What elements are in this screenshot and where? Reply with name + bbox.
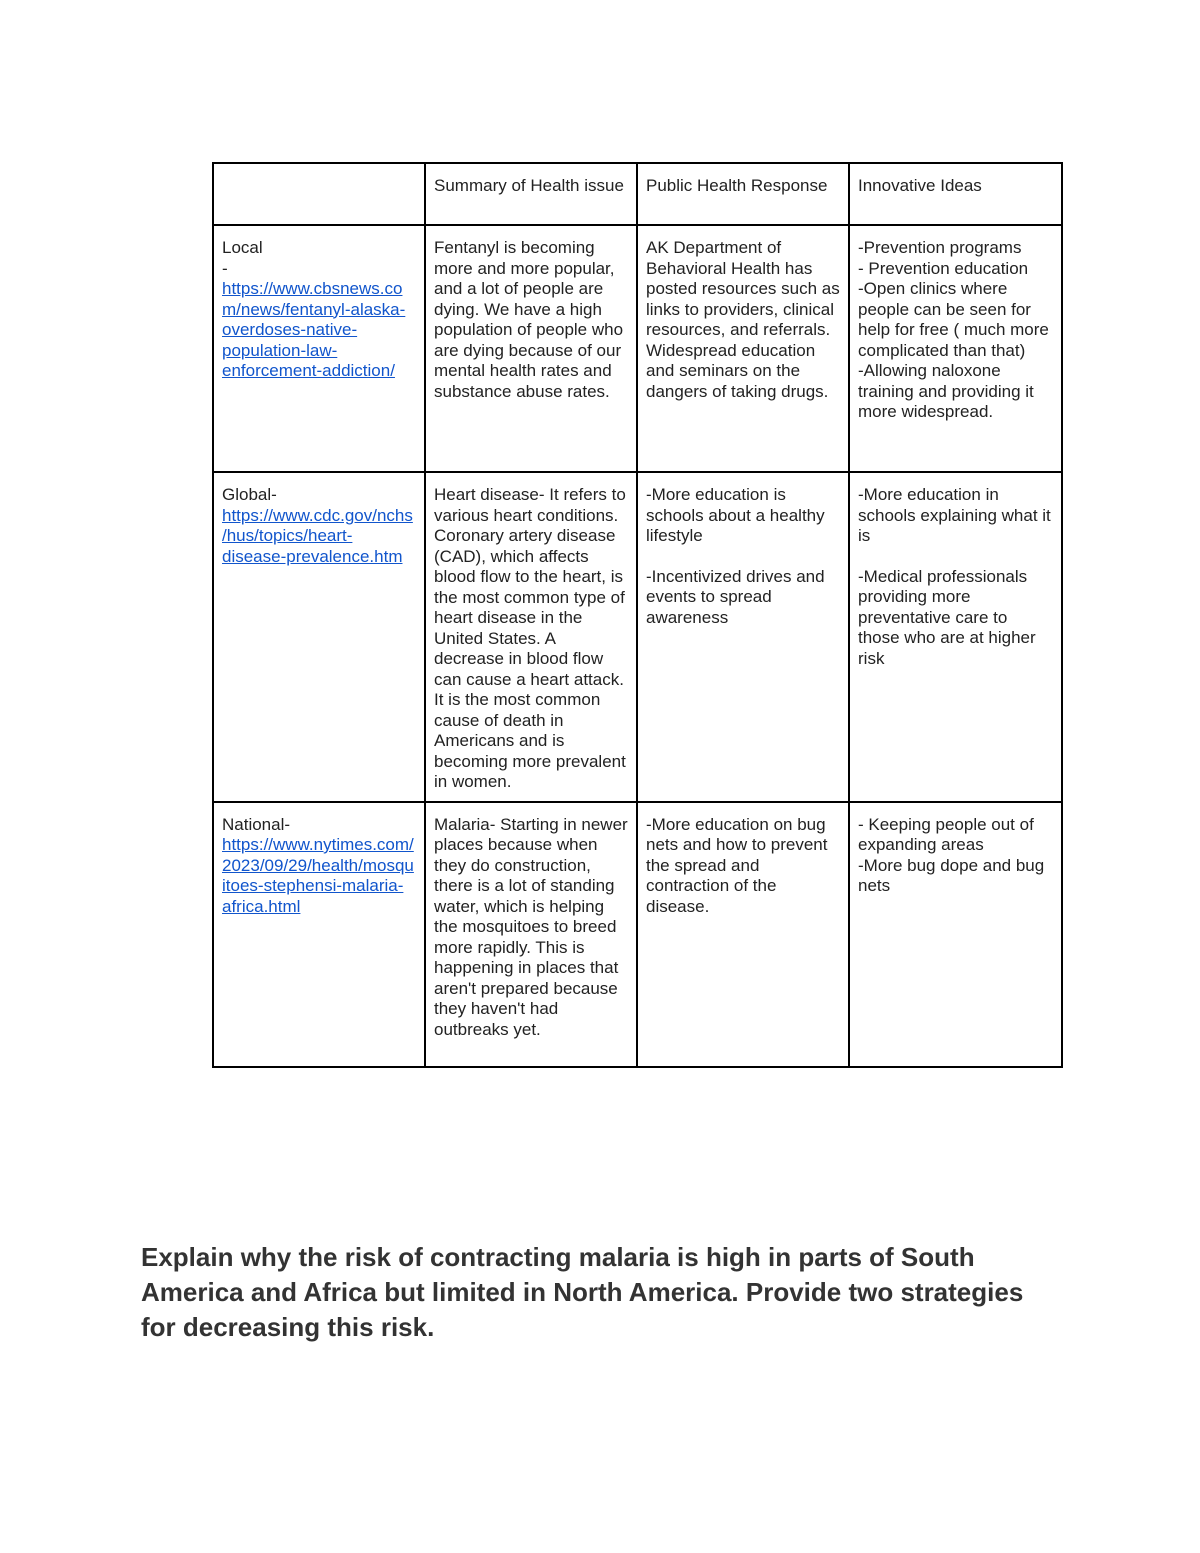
scope-label: National- [222,814,291,834]
response-line: AK Department of Behavioral Health has posted resources such as links to providers, clinical resources, and referrals. [646,238,840,339]
idea-line: -Prevention programs [858,238,1022,257]
scope-label-prefix: - [222,258,228,278]
assignment-question: Explain why the risk of contracting malaria is high in parts of South America and Africa but limited in North America. Provide two strategies for decreasing this risk. [141,1242,1024,1342]
response-line: -More education is schools about a healthy lifestyle [646,485,825,545]
scope-cell [213,472,425,802]
response-cell [637,225,849,472]
paragraph-gap [646,547,840,567]
summary-cell: Heart disease- It refers to various heart conditions. Coronary artery disease (CAD), which affects blood flow to the heart, is the most common type of heart disease in the United States. A decrease in blood flow can cause a heart attack. It is the most common cause of death in Americans and is becoming more prevalent in women. [425,472,637,802]
response-line: Widespread education and seminars on the dangers of taking drugs. [646,340,829,401]
scope-cell [213,225,425,472]
idea-line: - Keeping people out of expanding areas [858,814,1034,854]
source-link[interactable]: https://www.nytimes.com/2023/09/29/health/mosquitoes-stephensi-malaria-africa.html [222,835,414,916]
header-cell-response: Public Health Response [637,163,849,225]
table-header-row [213,163,1062,225]
idea-line: -Allowing naloxone training and providing it more widespread. [858,361,1034,421]
header-cell-ideas: Innovative Ideas [849,163,1062,225]
scope-cell [213,802,425,1067]
paragraph-gap [858,547,1053,567]
health-issues-table [212,162,1063,1068]
response-cell [637,802,849,1067]
header-cell-empty [213,163,425,225]
response-line: -Incentivized drives and events to spread awareness [646,566,825,627]
ideas-cell [849,802,1062,1067]
source-link[interactable]: https://www.cbsnews.com/news/fentanyl-alaska-overdoses-native-population-law-enforcement-addiction/ [222,279,406,380]
scope-label: Global- [222,485,277,504]
table-row-global [213,472,1062,802]
idea-line: -Medical professionals providing more preventative care to those who are at higher risk [858,566,1036,668]
idea-line: -More bug dope and bug nets [858,855,1045,895]
idea-line: -More education in schools explaining what it is [858,485,1051,545]
table-row-national [213,802,1062,1067]
summary-cell: Malaria- Starting in newer places because when they do construction, there is a lot of standing water, which is helping the mosquitoes to breed more rapidly. This is happening in places that aren't prepared because they haven't had outbreaks yet. [425,802,637,1067]
header-cell-summary: Summary of Health issue [425,163,637,225]
idea-line: -Open clinics where people can be seen for help for free ( much more complicated than that) [858,279,1049,360]
summary-cell: Fentanyl is becoming more and more popular, and a lot of people are dying. We have a high population of people who are dying because of our mental health rates and substance abuse rates. [425,225,637,472]
scope-label: Local [222,238,263,257]
source-link[interactable]: https://www.cdc.gov/nchs/hus/topics/heart-disease-prevalence.htm [222,505,413,566]
idea-line: - Prevention education [858,258,1029,278]
ideas-cell [849,472,1062,802]
ideas-cell [849,225,1062,472]
response-line: -More education on bug nets and how to prevent the spread and contraction of the disease. [646,814,828,916]
table-row-local [213,225,1062,472]
response-cell [637,472,849,802]
